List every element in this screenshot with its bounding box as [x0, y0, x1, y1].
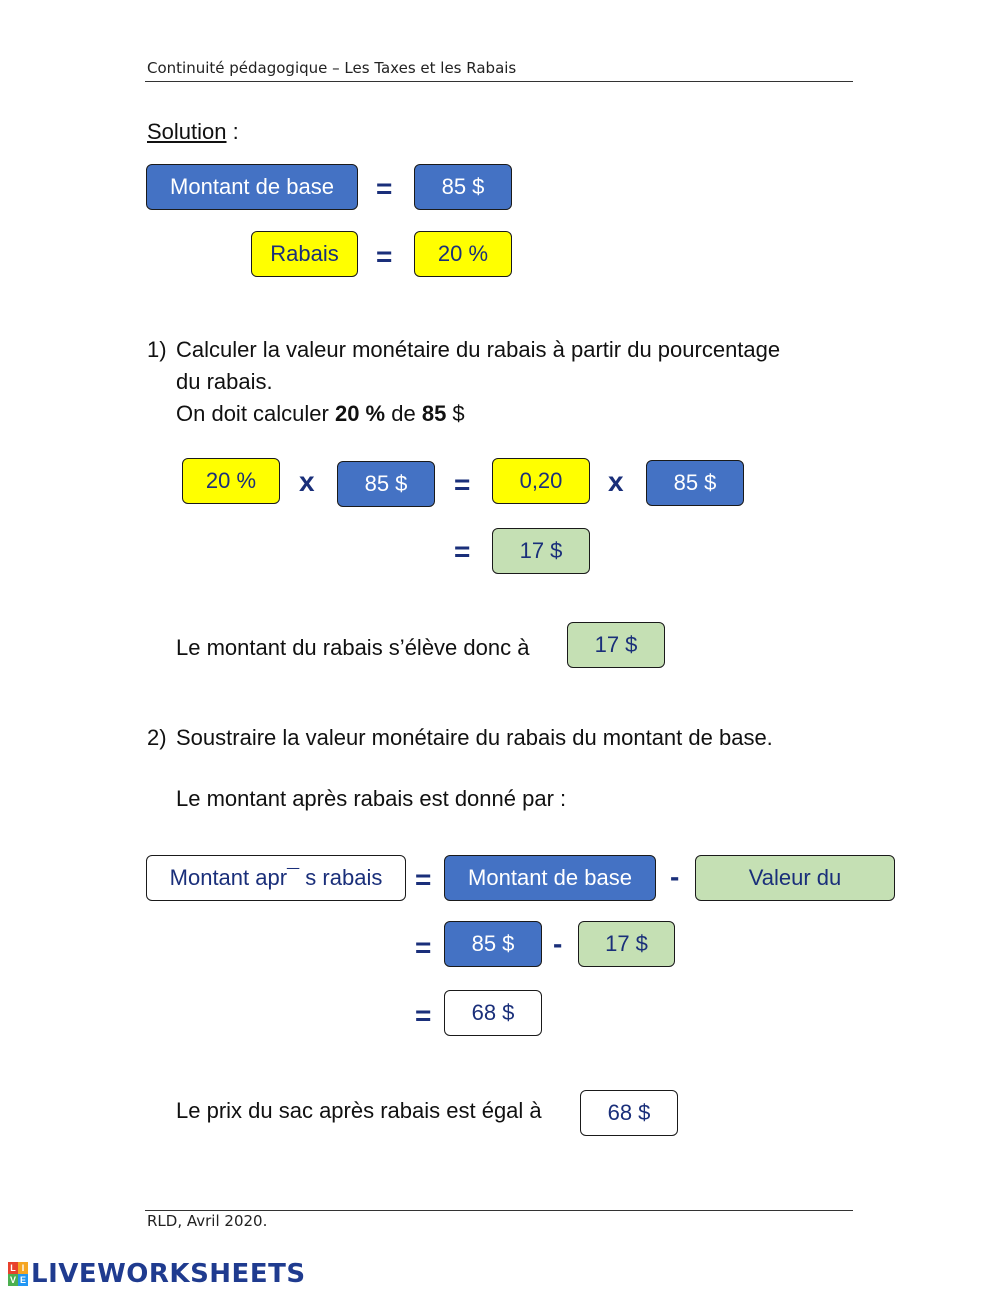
final-result-box: 68 $ — [444, 990, 542, 1036]
percent-box: 20 % — [182, 458, 280, 504]
step1-intro-middle: de — [385, 401, 422, 426]
step2-conclusion-value: 68 $ — [580, 1090, 678, 1136]
liveworksheets-logo[interactable] — [8, 1259, 306, 1289]
liveworksheets-logo-text: LIVEWORKSHEETS — [31, 1259, 306, 1289]
step1-conclusion-value: 17 $ — [567, 622, 665, 668]
step1-intro — [176, 401, 465, 427]
step2-intro: Le montant après rabais est donné par : — [176, 786, 567, 811]
base-value-box: 85 $ — [444, 921, 542, 967]
step1-conclusion: Le montant du rabais s’élève donc à — [176, 635, 530, 660]
step1-title-line1: Calculer la valeur monétaire du rabais à partir du pourcentage — [176, 337, 781, 362]
liveworksheets-logo-icon — [8, 1262, 28, 1286]
step1-intro-suffix: $ — [446, 401, 465, 426]
equals-sign: = — [415, 1000, 432, 1031]
minus-sign: - — [553, 928, 563, 959]
step2-title: Soustraire la valeur monétaire du rabais du montant de base. — [176, 725, 773, 750]
base-label-box: Montant de base — [444, 855, 656, 901]
step1-intro-amount: 85 — [421, 401, 447, 426]
step1-title-line2: du rabais. — [176, 369, 273, 394]
footer-rule — [145, 1210, 853, 1211]
times-sign: x — [299, 466, 315, 497]
equals-sign: = — [454, 536, 471, 567]
discount-label-box: Rabais — [251, 231, 358, 277]
base-amount-value-box: 85 $ — [414, 164, 512, 210]
step1-number: 1) — [147, 337, 167, 362]
discount-result-box: 17 $ — [492, 528, 590, 574]
logo-letter-v: V — [9, 1275, 16, 1285]
base-value-box: 85 $ — [337, 461, 435, 507]
solution-colon: : — [226, 119, 239, 144]
times-sign: x — [608, 466, 624, 497]
logo-letter-l: L — [8, 1262, 18, 1274]
header-rule — [145, 81, 853, 82]
equals-sign: = — [454, 469, 471, 500]
minus-sign: - — [670, 861, 680, 892]
discount-value-box: 17 $ — [578, 921, 675, 967]
decimal-box: 0,20 — [492, 458, 590, 504]
equals-sign: = — [415, 864, 432, 895]
logo-letter-e: E — [19, 1275, 26, 1285]
solution-heading — [147, 119, 239, 145]
base-amount-label-box: Montant de base — [146, 164, 358, 210]
step1-intro-prefix: On doit calculer — [176, 401, 335, 426]
base-value-box-2: 85 $ — [646, 460, 744, 506]
solution-label: Solution — [147, 119, 227, 144]
after-discount-label-box: Montant apr¯ s rabais — [146, 855, 406, 901]
logo-letter-i: I — [18, 1262, 28, 1274]
discount-value-box: 20 % — [414, 231, 512, 277]
equals-sign: = — [376, 173, 393, 204]
page-header: Continuité pédagogique – Les Taxes et les Rabais — [147, 59, 517, 77]
step1-intro-percent: 20 % — [334, 401, 386, 426]
equals-sign: = — [415, 932, 432, 963]
equals-sign: = — [376, 241, 393, 272]
step2-conclusion: Le prix du sac après rabais est égal à — [176, 1098, 542, 1123]
discount-value-label-box: Valeur du — [695, 855, 895, 901]
page-footer: RLD, Avril 2020. — [147, 1212, 268, 1230]
step2-number: 2) — [147, 725, 167, 750]
